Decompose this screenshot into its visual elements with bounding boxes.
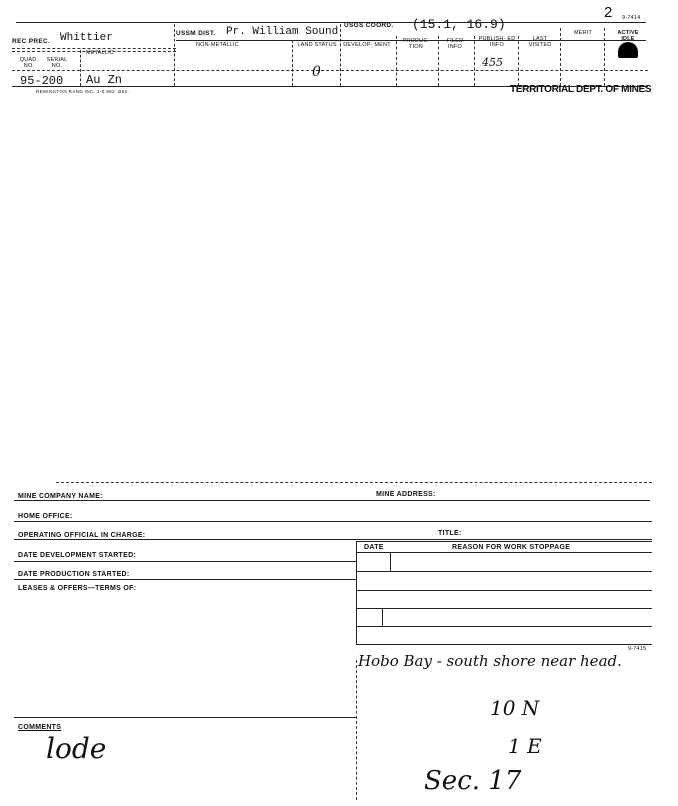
- mine-address-label: MINE ADDRESS:: [376, 491, 436, 498]
- merit-label: MERIT: [573, 30, 593, 36]
- home-office-label: HOME OFFICE:: [18, 513, 73, 520]
- development-label: DEVELOP- MENT: [343, 42, 391, 48]
- mine-company-name-label: MINE COMPANY NAME:: [18, 493, 103, 500]
- form-line: [14, 561, 356, 562]
- last-visited-label: LAST VISITED: [528, 36, 552, 48]
- quad-serial-value: 95-200: [20, 74, 64, 88]
- form-line: [14, 521, 652, 522]
- usgs-coord-value: (15.1, 16.9): [412, 17, 506, 32]
- header-row-line-1: [12, 48, 176, 49]
- form-line: [14, 539, 652, 540]
- header-footer-left: REMINGTON RAND INC. 2-0 882 .B82.: [36, 89, 130, 94]
- title-label: TITLE:: [438, 530, 462, 537]
- date-column-divider: [390, 552, 391, 571]
- col-divider: [438, 36, 439, 86]
- location-note: Hobo Bay - south shore near head.: [358, 652, 622, 670]
- form-line: [356, 571, 652, 572]
- form-line: [356, 626, 652, 627]
- header-footer-right: TERRITORIAL DEPT. OF MINES: [510, 84, 652, 95]
- published-info-value: 455: [482, 56, 503, 69]
- form-line: [356, 608, 652, 609]
- active-idle-label: ACTIVE IDLE: [617, 30, 639, 42]
- col-divider: [80, 50, 81, 86]
- col-divider: [474, 36, 475, 86]
- leases-offers-label: LEASES & OFFERS—TERMS OF:: [18, 585, 137, 592]
- township-note: 10 N: [490, 696, 540, 720]
- date-column-divider: [382, 608, 383, 626]
- date-column-divider: [356, 541, 357, 644]
- active-marker-icon: [618, 42, 638, 58]
- date-development-label: DATE DEVELOPMENT STARTED:: [18, 552, 137, 559]
- form-line: [356, 541, 652, 542]
- card-top-line: [56, 482, 652, 483]
- rec-prec-label: REC PREC.: [12, 38, 51, 45]
- metallic-label: METALLIC: [86, 50, 115, 56]
- land-status-label: LAND STATUS: [297, 42, 337, 48]
- land-status-value: 0: [312, 64, 321, 80]
- col-divider: [518, 36, 519, 86]
- form-code-top: 9-7414: [622, 15, 641, 21]
- page-number: 2: [604, 4, 613, 21]
- header-row-line-3: [176, 40, 646, 41]
- ussm-dist-value: Pr. William Sound: [226, 26, 339, 38]
- form-line: [14, 717, 356, 718]
- production-label: PRODUC- TION: [402, 38, 430, 50]
- operating-official-label: OPERATING OFFICIAL IN CHARGE:: [18, 532, 146, 539]
- form-line: [14, 500, 650, 501]
- col-divider: [174, 24, 175, 86]
- form-line: [356, 552, 652, 553]
- published-info-label: PUBLISH- ED INFO: [478, 36, 516, 48]
- rec-prec-value: Whittier: [60, 32, 113, 44]
- reason-column-header: REASON FOR WORK STOPPAGE: [452, 544, 571, 551]
- serial-no-label: SERIAL NO.: [46, 57, 68, 69]
- col-divider: [396, 36, 397, 86]
- col-divider: [340, 24, 341, 86]
- comments-divider: [356, 660, 357, 800]
- date-column-header: DATE: [364, 544, 384, 551]
- quad-no-label: QUAD. NO.: [19, 57, 39, 69]
- form-line: [356, 644, 652, 645]
- range-note: 1 E: [508, 734, 542, 758]
- date-production-label: DATE PRODUCTION STARTED:: [18, 571, 130, 578]
- form-code-bottom: 9-7415: [628, 646, 647, 652]
- filed-info-label: FILED INFO: [446, 38, 464, 50]
- non-metallic-label: NON-METALLIC: [196, 42, 239, 48]
- usgs-coord-label: USGS COORD.: [344, 22, 394, 29]
- metallic-value: Au Zn: [86, 73, 123, 87]
- form-line: [356, 590, 652, 591]
- ussm-dist-label: USSM DIST.: [176, 30, 216, 37]
- top-border: [16, 22, 646, 23]
- header-row-line-2: [12, 51, 176, 52]
- form-line: [14, 579, 356, 580]
- section-note: Sec. 17: [424, 766, 522, 796]
- header-data-line: [12, 70, 648, 71]
- comments-label: COMMENTS: [18, 724, 62, 731]
- comment-note: lode: [46, 732, 107, 765]
- col-divider: [292, 40, 293, 86]
- col-divider: [604, 28, 605, 86]
- col-divider: [560, 28, 561, 86]
